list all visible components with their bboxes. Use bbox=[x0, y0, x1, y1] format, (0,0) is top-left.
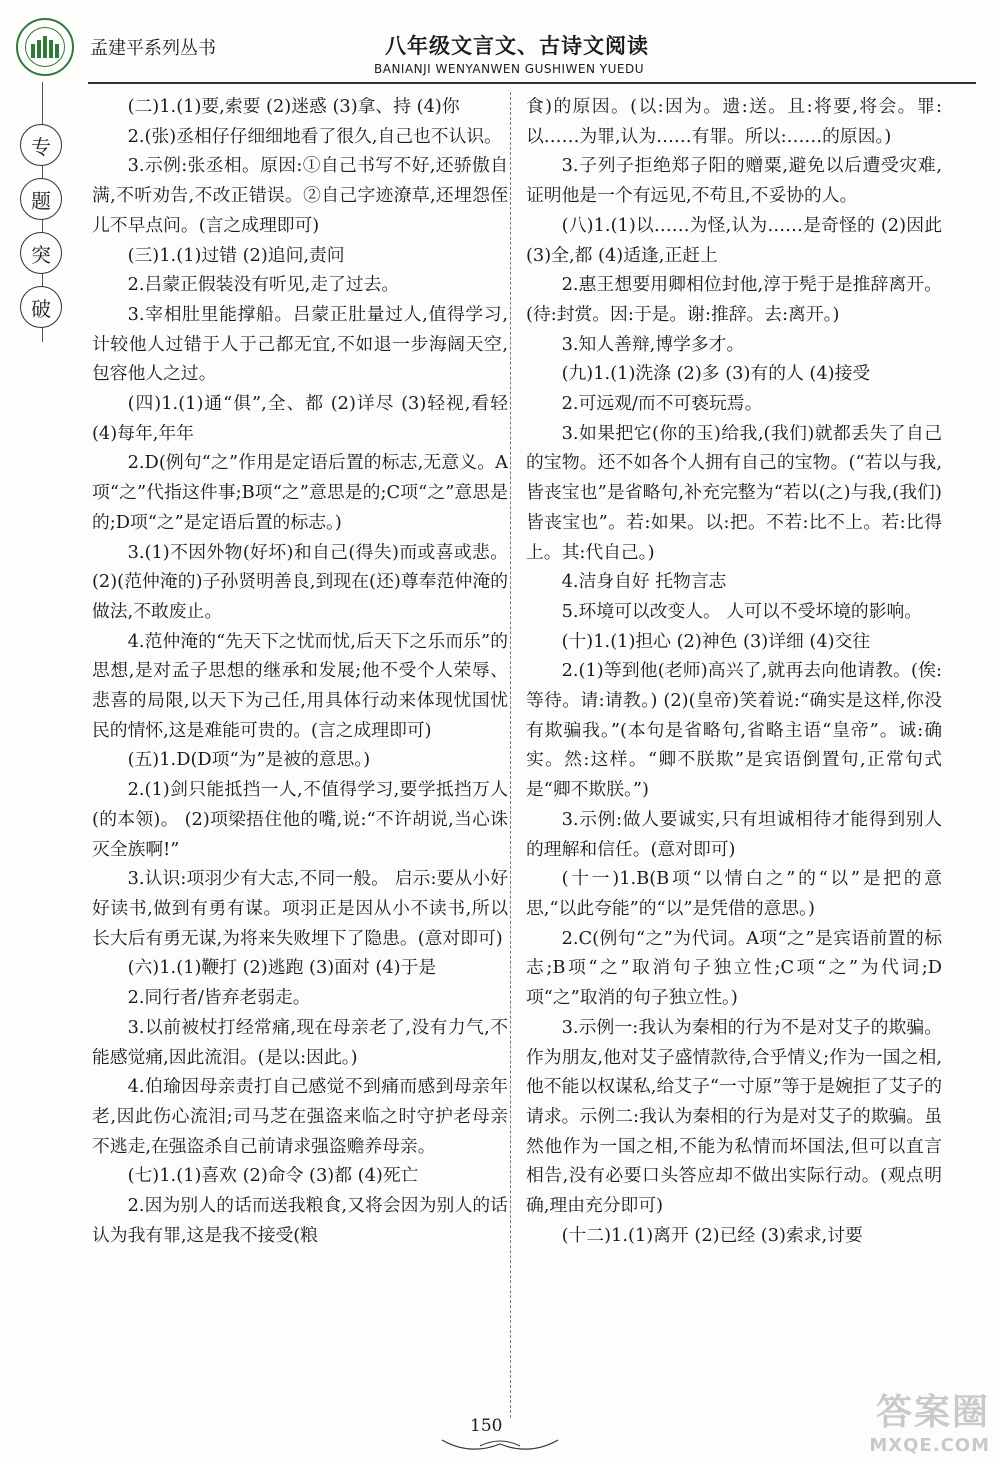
answer-paragraph: 2.惠王想要用卿相位封他,淳于髡于是推辞离开。(待:封赏。因:于是。谢:推辞。去:离开。) bbox=[526, 274, 942, 325]
answer-paragraph: (六)1.(1)鞭打 (2)逃跑 (3)面对 (4)于是 bbox=[127, 957, 437, 979]
answer-paragraph: 2.可远观/而不可亵玩焉。 bbox=[561, 393, 763, 415]
answer-paragraph: 2.(1)剑只能抵挡一人,不值得学习,要学抵挡万人(的本领)。 (2)项梁捂住他的嘴,说:“不许胡说,当心诛灭全族啊!” bbox=[92, 779, 508, 860]
series-name: 孟建平系列丛书 bbox=[90, 38, 216, 59]
answer-paragraph: (十一)1.B(B项“以情白之”的“以”是把的意思,“以此夸能”的“以”是凭借的意思。) bbox=[526, 868, 942, 919]
answer-paragraph: (二)1.(1)要,索要 (2)迷惑 (3)拿、持 (4)你 bbox=[127, 96, 460, 117]
header-rule bbox=[88, 82, 976, 84]
page-ornament-icon bbox=[440, 1434, 560, 1456]
page-number: 150 bbox=[470, 1416, 503, 1436]
answer-paragraph: 3.示例:张丞相。原因:①自己书写不好,还骄傲自满,不听劝告,不改正错误。②自己字迹潦草,还埋怨侄儿不早点问。(言之成理即可) bbox=[92, 155, 508, 236]
watermark bbox=[869, 1384, 990, 1456]
side-tag-1: 专 bbox=[20, 124, 62, 166]
answer-paragraph: 3.示例一:我认为秦相的行为不是对艾子的欺骗。作为朋友,他对艾子盛情款待,合乎情义;作为一国之相,他不能以权谋私,给艾子“一寸原”等于是婉拒了艾子的请求。示例二:我认为秦相的行为是对艾子的欺骗。虽然他作为一国之相,不能为私情而坏国法,但可以直言相告,没有必要口头答应却不做出实际行动。(观点明确,理由充分即可) bbox=[526, 1016, 942, 1217]
answer-paragraph: (三)1.(1)过错 (2)追问,责问 bbox=[127, 244, 345, 266]
left-column bbox=[92, 92, 508, 1417]
answer-paragraph: 2.因为别人的话而送我粮食,又将会因为别人的话认为我有罪,这是我不接受(粮 bbox=[92, 1195, 508, 1246]
right-column bbox=[526, 92, 942, 1417]
answer-paragraph: (八)1.(1)以……为怪,认为……是奇怪的 (2)因此 (3)全,都 (4)适逢,正赶上 bbox=[526, 214, 942, 266]
answer-paragraph: 食)的原因。(以:因为。遗:送。且:将要,将会。罪:以……为罪,认为……有罪。所以:……的原因。) bbox=[526, 96, 942, 147]
answer-paragraph: 4.洁身自好 托物言志 bbox=[561, 571, 727, 593]
answer-paragraph: (五)1.D(D项“为”是被的意思。) bbox=[127, 749, 371, 771]
answer-paragraph: 5.环境可以改变人。 人可以不受坏境的影响。 bbox=[561, 600, 923, 622]
answer-paragraph: 3.宰相肚里能撑船。吕蒙正肚量过人,值得学习,计较他人过错于人于己都无宜,不如退一步海阔天空,包容他人之过。 bbox=[92, 303, 508, 385]
book-stack-icon bbox=[25, 27, 65, 67]
publisher-logo bbox=[16, 18, 74, 76]
answer-paragraph: 4.范仲淹的“先天下之忧而忧,后天下之乐而乐”的思想,是对孟子思想的继承和发展;他不受个人荣辱、悲喜的局限,以天下为己任,用具体行动来体现忧国忧民的情怀,这是难能可贵的。(言之成理即可) bbox=[92, 630, 508, 741]
answer-paragraph: (四)1.(1)通“俱”,全、都 (2)详尽 (3)轻视,看轻 (4)每年,年年 bbox=[92, 393, 508, 444]
answer-paragraph: 2.C(例句“之”为代词。A项“之”是宾语前置的标志;B项“之”取消句子独立性;C项“之”为代词;D项“之”取消的句子独立性。) bbox=[526, 927, 942, 1009]
answer-paragraph: 3.知人善辩,博学多才。 bbox=[561, 333, 745, 355]
column-divider bbox=[510, 92, 511, 1418]
answer-paragraph: 3.认识:项羽少有大志,不同一般。 启示:要从小好好读书,做到有勇有谋。项羽正是因从小不读书,所以长大后有勇无谋,为将来失败埋下了隐患。(意对即可) bbox=[92, 868, 508, 949]
answer-paragraph: 2.(1)等到他(老师)高兴了,就再去向他请教。(俟:等待。请:请教。) (2)(皇帝)笑着说:“确实是这样,你没有欺骗我。”(本句是省略句,省略主语“皇帝”。诚:确实。然:这样。“卿不朕欺”是宾语倒置句,正常句式是“卿不欺朕。”) bbox=[526, 660, 942, 801]
answer-paragraph: (十二)1.(1)离开 (2)已经 (3)索求,讨要 bbox=[561, 1224, 863, 1246]
answer-paragraph: (七)1.(1)喜欢 (2)命令 (3)都 (4)死亡 bbox=[127, 1165, 419, 1187]
answer-paragraph: 2.同行者/皆弃老弱走。 bbox=[127, 987, 311, 1009]
answer-paragraph: 2.吕蒙正假装没有听见,走了过去。 bbox=[127, 274, 400, 296]
book-title-pinyin: BANIANJI WENYANWEN GUSHIWEN YUEDU bbox=[374, 62, 644, 76]
side-tag-2: 题 bbox=[20, 178, 62, 220]
answer-paragraph: 2.D(例句“之”作用是定语后置的标志,无意义。A项“之”代指这件事;B项“之”意思是的;C项“之”意思是的;D项“之”是定语后置的标志。) bbox=[92, 452, 508, 533]
watermark-logo: 答案圈 bbox=[875, 1392, 990, 1433]
side-tag-4: 破 bbox=[20, 286, 62, 328]
answer-paragraph: 4.伯瑜因母亲责打自己感觉不到痛而感到母亲年老,因此伤心流泪;司马芝在强盗来临之时守护老母亲不逃走,在强盗杀自己前请求强盗赡养母亲。 bbox=[92, 1076, 508, 1157]
answer-paragraph: 3.如果把它(你的玉)给我,(我们)就都丢失了自己的宝物。还不如各个人拥有自己的宝物。(“若以与我,皆丧宝也”是省略句,补充完整为“若以(之)与我,(我们)皆丧宝也”。若:如果。以:把。不若:比不上。若:比得上。其:代自己。) bbox=[526, 422, 942, 563]
answer-paragraph: (九)1.(1)洗涤 (2)多 (3)有的人 (4)接受 bbox=[561, 363, 871, 385]
answer-paragraph: (十)1.(1)担心 (2)神色 (3)详细 (4)交往 bbox=[561, 630, 871, 652]
watermark-url: MXQE.COM bbox=[869, 1435, 990, 1456]
answer-paragraph: 3.示例:做人要诚实,只有坦诚相待才能得到别人的理解和信任。(意对即可) bbox=[526, 808, 942, 860]
answer-paragraph: 2.(张)丞相仔仔细细地看了很久,自己也不认识。 bbox=[127, 125, 502, 147]
side-tag-3: 突 bbox=[20, 232, 62, 274]
answer-paragraph: 3.子列子拒绝郑子阳的赠粟,避免以后遭受灾难,证明他是一个有远见,不苟且,不妥协的人。 bbox=[526, 155, 942, 207]
book-title: 八年级文言文、古诗文阅读 bbox=[385, 33, 649, 58]
answer-paragraph: 3.以前被杖打经常痛,现在母亲老了,没有力气,不能感觉痛,因此流泪。(是以:因此。) bbox=[92, 1016, 508, 1068]
answer-paragraph: 3.(1)不因外物(好坏)和自己(得失)而或喜或悲。 (2)(范仲淹的)子孙贤明善良,到现在(还)尊奉范仲淹的做法,不敢废止。 bbox=[92, 541, 508, 622]
